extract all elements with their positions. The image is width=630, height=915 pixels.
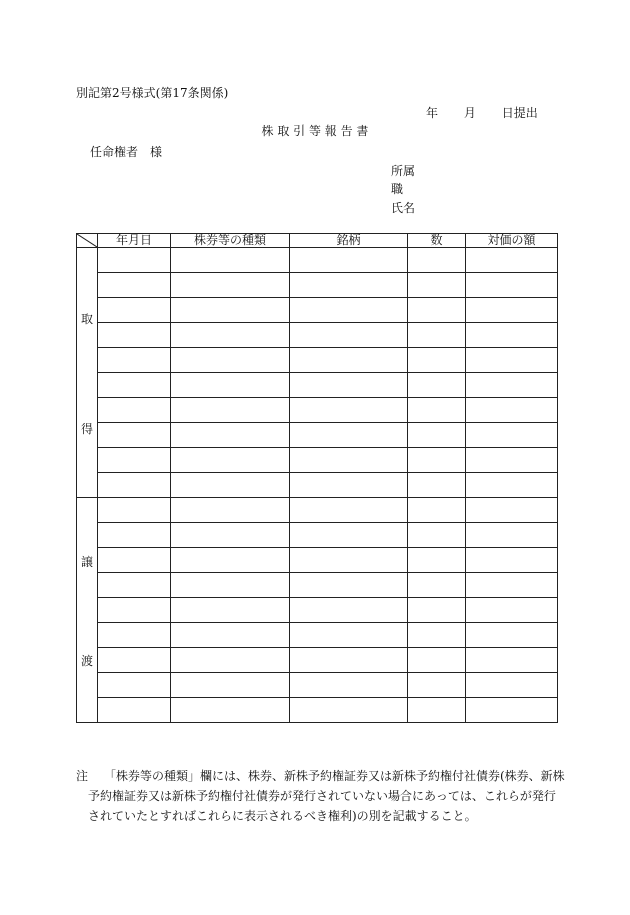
cell-security-type[interactable] bbox=[171, 473, 290, 498]
table-row bbox=[77, 373, 558, 398]
stock-transaction-table bbox=[76, 233, 558, 723]
document-title: 株 取 引 等 報 告 書 bbox=[261, 124, 369, 138]
cell-date[interactable] bbox=[98, 623, 171, 648]
cell-date[interactable] bbox=[98, 523, 171, 548]
table-row bbox=[77, 523, 558, 548]
section-label-char: 取 bbox=[80, 312, 93, 326]
cell-security-type[interactable] bbox=[171, 323, 290, 348]
table-row bbox=[77, 323, 558, 348]
column-header-consideration: 対価の額 bbox=[466, 234, 558, 248]
cell-issue-name[interactable] bbox=[290, 473, 408, 498]
cell-date[interactable] bbox=[98, 348, 171, 373]
cell-consideration[interactable] bbox=[466, 648, 558, 673]
cell-security-type[interactable] bbox=[171, 448, 290, 473]
cell-security-type[interactable] bbox=[171, 398, 290, 423]
cell-issue-name[interactable] bbox=[290, 323, 408, 348]
table-row bbox=[77, 348, 558, 373]
footnote-line-2: 予約権証券又は新株予約権付社債券が発行されていない場合にあっては、これらが発行 bbox=[88, 789, 556, 803]
table-row bbox=[77, 398, 558, 423]
table-row bbox=[77, 448, 558, 473]
cell-consideration[interactable] bbox=[466, 373, 558, 398]
cell-consideration[interactable] bbox=[466, 348, 558, 373]
cell-date[interactable] bbox=[98, 648, 171, 673]
cell-consideration[interactable] bbox=[466, 673, 558, 698]
cell-issue-name[interactable] bbox=[290, 423, 408, 448]
section-label-cell bbox=[77, 498, 98, 723]
cell-consideration[interactable] bbox=[466, 398, 558, 423]
corner-diagonal-cell bbox=[77, 234, 98, 248]
table-row bbox=[77, 623, 558, 648]
cell-date[interactable] bbox=[98, 423, 171, 448]
cell-quantity[interactable] bbox=[408, 548, 466, 573]
cell-quantity[interactable] bbox=[408, 523, 466, 548]
section-label-cell bbox=[77, 248, 98, 498]
year-label: 年 bbox=[426, 106, 439, 120]
cell-issue-name[interactable] bbox=[290, 498, 408, 523]
column-header-quantity: 数 bbox=[408, 234, 466, 248]
cell-date[interactable] bbox=[98, 498, 171, 523]
cell-security-type[interactable] bbox=[171, 273, 290, 298]
table-row bbox=[77, 273, 558, 298]
table-row bbox=[77, 423, 558, 448]
cell-consideration[interactable] bbox=[466, 448, 558, 473]
cell-date[interactable] bbox=[98, 398, 171, 423]
cell-date[interactable] bbox=[98, 448, 171, 473]
section-label-char: 譲 bbox=[80, 555, 93, 569]
cell-issue-name[interactable] bbox=[290, 398, 408, 423]
cell-consideration[interactable] bbox=[466, 423, 558, 448]
cell-quantity[interactable] bbox=[408, 648, 466, 673]
table-row bbox=[77, 248, 558, 273]
cell-quantity[interactable] bbox=[408, 498, 466, 523]
cell-quantity[interactable] bbox=[408, 373, 466, 398]
cell-quantity[interactable] bbox=[408, 623, 466, 648]
cell-issue-name[interactable] bbox=[290, 348, 408, 373]
diagonal-line bbox=[77, 234, 97, 247]
section-label-char: 得 bbox=[80, 422, 93, 436]
table-row bbox=[77, 473, 558, 498]
cell-issue-name[interactable] bbox=[290, 548, 408, 573]
cell-consideration[interactable] bbox=[466, 323, 558, 348]
cell-security-type[interactable] bbox=[171, 423, 290, 448]
cell-security-type[interactable] bbox=[171, 498, 290, 523]
cell-security-type[interactable] bbox=[171, 548, 290, 573]
cell-security-type[interactable] bbox=[171, 248, 290, 273]
cell-issue-name[interactable] bbox=[290, 573, 408, 598]
table-row bbox=[77, 698, 558, 723]
cell-issue-name[interactable] bbox=[290, 298, 408, 323]
cell-issue-name[interactable] bbox=[290, 273, 408, 298]
cell-date[interactable] bbox=[98, 598, 171, 623]
cell-date[interactable] bbox=[98, 373, 171, 398]
cell-quantity[interactable] bbox=[408, 273, 466, 298]
cell-quantity[interactable] bbox=[408, 423, 466, 448]
footnote bbox=[76, 766, 576, 826]
cell-quantity[interactable] bbox=[408, 348, 466, 373]
cell-quantity[interactable] bbox=[408, 398, 466, 423]
cell-quantity[interactable] bbox=[408, 473, 466, 498]
footnote-mark: 注 bbox=[76, 769, 89, 783]
cell-security-type[interactable] bbox=[171, 648, 290, 673]
submission-date-line bbox=[426, 104, 538, 121]
cell-consideration[interactable] bbox=[466, 523, 558, 548]
cell-quantity[interactable] bbox=[408, 598, 466, 623]
cell-quantity[interactable] bbox=[408, 298, 466, 323]
cell-security-type[interactable] bbox=[171, 598, 290, 623]
cell-issue-name[interactable] bbox=[290, 623, 408, 648]
table-row bbox=[77, 598, 558, 623]
form-reference: 別記第2号様式(第17条関係) bbox=[76, 86, 229, 100]
cell-date[interactable] bbox=[98, 248, 171, 273]
cell-consideration[interactable] bbox=[466, 298, 558, 323]
cell-issue-name[interactable] bbox=[290, 448, 408, 473]
name-label: 氏名 bbox=[391, 201, 416, 215]
position-label: 職 bbox=[391, 182, 404, 196]
table-row bbox=[77, 548, 558, 573]
cell-consideration[interactable] bbox=[466, 548, 558, 573]
cell-security-type[interactable] bbox=[171, 523, 290, 548]
cell-security-type[interactable] bbox=[171, 673, 290, 698]
cell-security-type[interactable] bbox=[171, 623, 290, 648]
cell-security-type[interactable] bbox=[171, 348, 290, 373]
table-header-row bbox=[77, 234, 558, 248]
section-label-char: 渡 bbox=[80, 654, 93, 668]
cell-quantity[interactable] bbox=[408, 698, 466, 723]
cell-issue-name[interactable] bbox=[290, 698, 408, 723]
cell-issue-name[interactable] bbox=[290, 648, 408, 673]
table-row bbox=[77, 673, 558, 698]
cell-issue-name[interactable] bbox=[290, 373, 408, 398]
cell-consideration[interactable] bbox=[466, 273, 558, 298]
addressee: 任命権者 様 bbox=[90, 145, 163, 159]
cell-consideration[interactable] bbox=[466, 573, 558, 598]
cell-date[interactable] bbox=[98, 323, 171, 348]
cell-quantity[interactable] bbox=[408, 673, 466, 698]
cell-security-type[interactable] bbox=[171, 698, 290, 723]
cell-consideration[interactable] bbox=[466, 473, 558, 498]
cell-consideration[interactable] bbox=[466, 623, 558, 648]
day-submitted-label: 日提出 bbox=[501, 106, 538, 120]
footnote-line-1: 「株券等の種類」欄には、株券、新株予約権証券又は新株予約権付社債券(株券、新株 bbox=[104, 769, 565, 783]
cell-quantity[interactable] bbox=[408, 323, 466, 348]
cell-date[interactable] bbox=[98, 273, 171, 298]
cell-consideration[interactable] bbox=[466, 598, 558, 623]
cell-date[interactable] bbox=[98, 298, 171, 323]
cell-issue-name[interactable] bbox=[290, 523, 408, 548]
cell-date[interactable] bbox=[98, 548, 171, 573]
cell-quantity[interactable] bbox=[408, 573, 466, 598]
table-row bbox=[77, 498, 558, 523]
cell-date[interactable] bbox=[98, 698, 171, 723]
column-header-date: 年月日 bbox=[98, 234, 171, 248]
cell-quantity[interactable] bbox=[408, 448, 466, 473]
cell-security-type[interactable] bbox=[171, 573, 290, 598]
column-header-security-type: 株券等の種類 bbox=[171, 234, 290, 248]
cell-security-type[interactable] bbox=[171, 298, 290, 323]
cell-issue-name[interactable] bbox=[290, 598, 408, 623]
cell-consideration[interactable] bbox=[466, 248, 558, 273]
cell-issue-name[interactable] bbox=[290, 673, 408, 698]
column-header-issue-name: 銘柄 bbox=[290, 234, 408, 248]
affiliation-label: 所属 bbox=[391, 164, 416, 178]
cell-quantity[interactable] bbox=[408, 248, 466, 273]
cell-security-type[interactable] bbox=[171, 373, 290, 398]
table-row bbox=[77, 298, 558, 323]
month-label: 月 bbox=[463, 106, 476, 120]
cell-date[interactable] bbox=[98, 473, 171, 498]
cell-consideration[interactable] bbox=[466, 498, 558, 523]
footnote-line-3: されていたとすればこれらに表示されるべき権利)の別を記載すること。 bbox=[88, 809, 477, 823]
cell-issue-name[interactable] bbox=[290, 248, 408, 273]
cell-date[interactable] bbox=[98, 573, 171, 598]
table-row bbox=[77, 648, 558, 673]
cell-consideration[interactable] bbox=[466, 698, 558, 723]
table-row bbox=[77, 573, 558, 598]
cell-date[interactable] bbox=[98, 673, 171, 698]
